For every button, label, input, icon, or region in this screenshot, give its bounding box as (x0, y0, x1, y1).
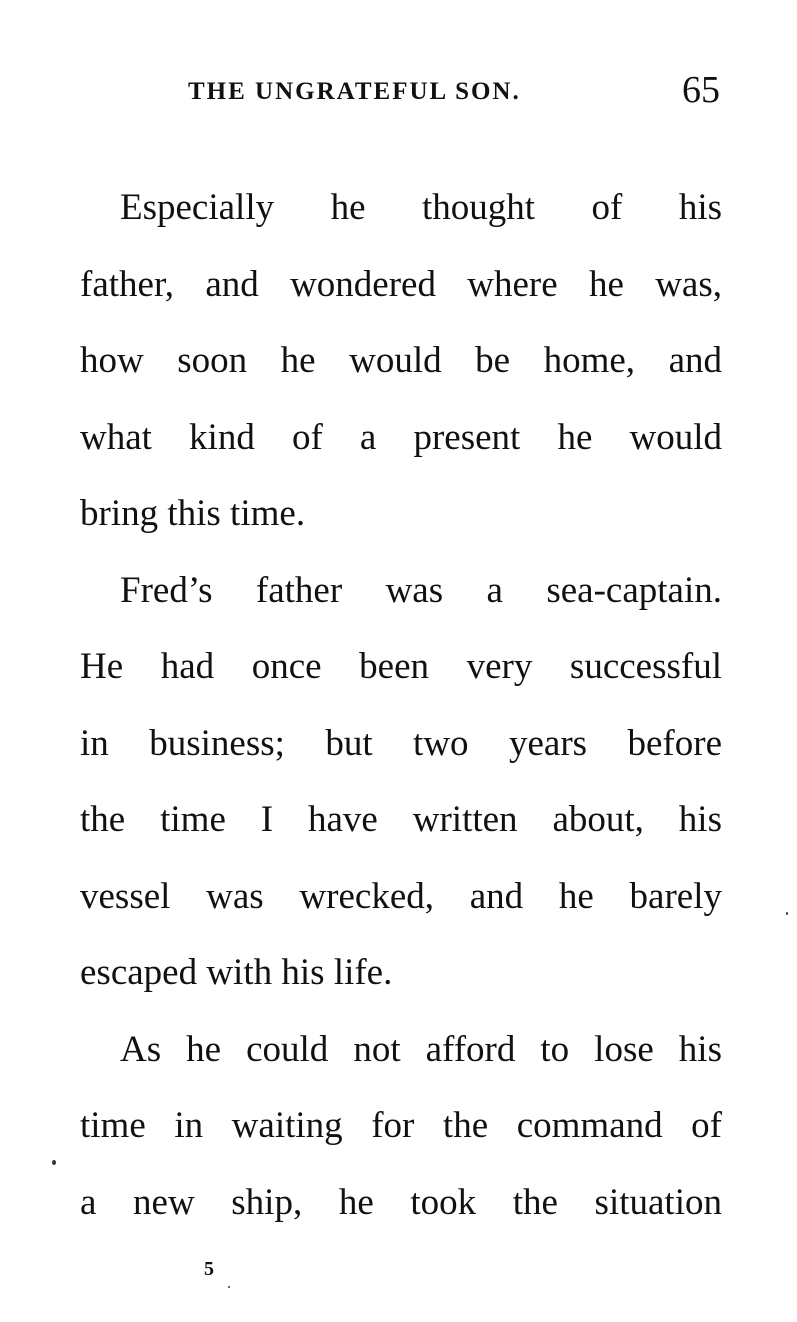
text-line: in business; but two years before (80, 722, 722, 764)
text-line: bring this time. (80, 493, 306, 534)
text-line: what kind of a present he would (80, 416, 722, 458)
text-line: escaped with his life. (80, 952, 393, 993)
page-header (80, 68, 720, 116)
text-line: the time I have written about, his (80, 799, 722, 840)
body-text (80, 170, 722, 1241)
ink-speck (228, 1286, 230, 1288)
text-line: father, and wondered where he was, (80, 263, 722, 305)
text-line: a new ship, he took the situation (80, 1181, 722, 1223)
text-line: Especially he thought of his (120, 187, 722, 228)
text-line: Fred’s father was a sea-captain. (120, 569, 722, 611)
text-line: time in waiting for the command of (80, 1105, 722, 1146)
ink-speck (52, 1160, 56, 1165)
running-title: THE UNGRATEFUL SON. (188, 78, 521, 105)
page-number: 65 (682, 69, 720, 111)
ink-speck (786, 912, 788, 915)
text-line: He had once been very successful (80, 646, 722, 687)
text-line: vessel was wrecked, and he barely (80, 875, 722, 917)
signature-mark: 5 (204, 1258, 214, 1280)
text-line: As he could not afford to lose his (120, 1028, 722, 1070)
text-line: how soon he would be home, and (80, 340, 722, 381)
